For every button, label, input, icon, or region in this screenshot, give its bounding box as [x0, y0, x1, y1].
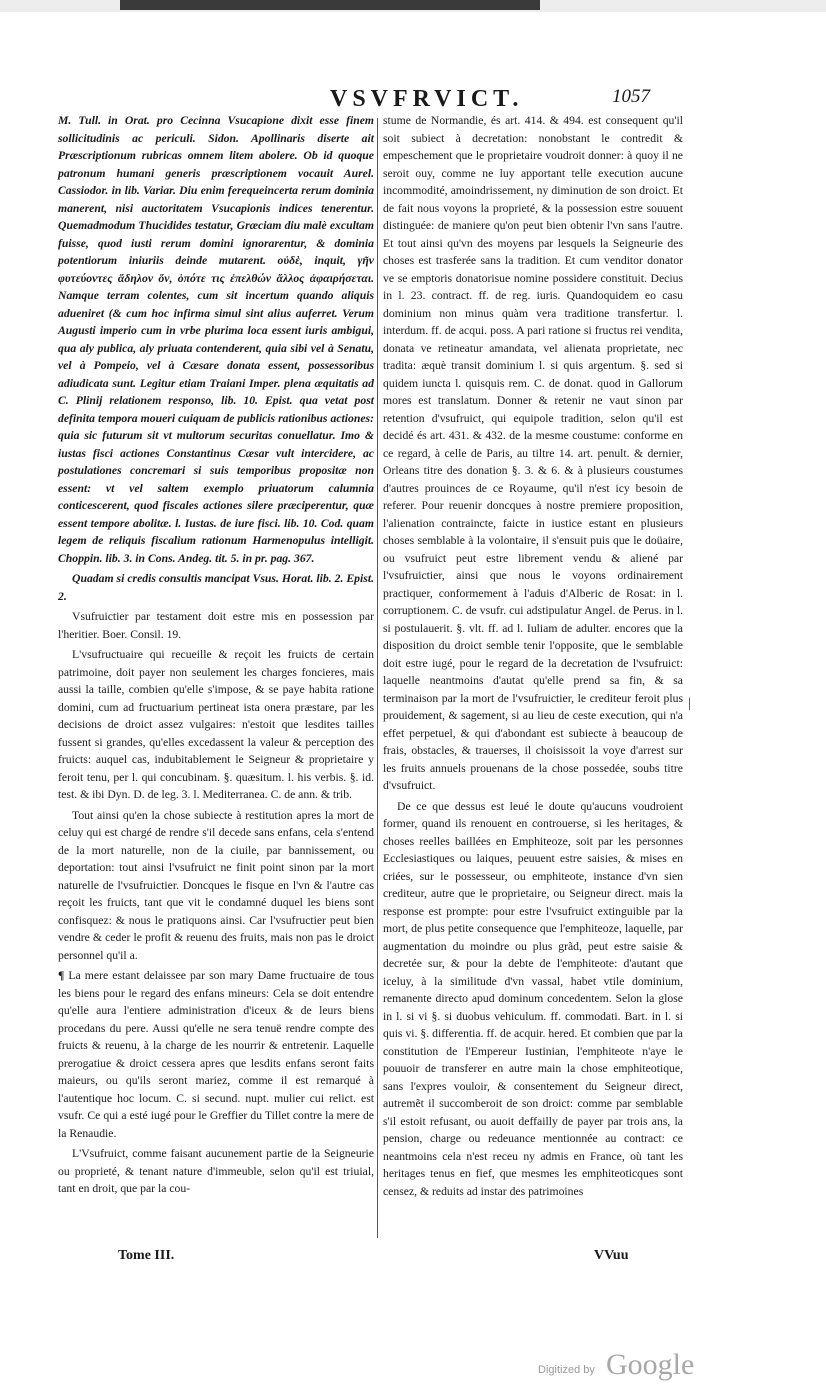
column-divider [377, 118, 378, 1238]
running-title: VSVFRVICT. [330, 86, 524, 112]
paragraph-decretation: stume de Normandie, és art. 414. & 494. est consequent qu'il soit subiect à decretation: nonobstant le contredit & empeschement que le proprietaire voudroit donner: à quoy il ne seroit ouy, comme ne luy apportant telle execution aucune incommodité, amoindrissement, ny diminution de son droict. Et de fait nous voyons la proprieté, & la possession estre souuent distinguée: de maniere qu'on peut bien obtenir l'vn sans l'autre. Et tout ainsi qu'vn des moyens par lesquels la Seigneurie des choses est trasferée sans la tradition. Et cum venditor donator ve se emptoris donatorisue nomine possidere constituit. Decius in l. 23. contract. ff. de reg. iuris. Quandoquidem eo casu dominium non minus quàm vera traditione transfertur. l. interdum. ff. de acqui. poss. A pari ratione si fructus rei vendita, donata ve retineatur amandata, vel alienata proprietate, nec tradita: æquè transit dominium l. si quis argentum. §. sed si quidem iuncta l. quisquis rem. C. de donat. quod in Gallorum mores est translatum. Donner & retenir ne vaut sinon par retention d'vsufruict, qui equipole tradition, selon qu'il est decidé és art. 431. & 432. de la mesme coustume: conforme en ce regard, à celle de Paris, au tiltre 14. art. penult. & dernier, Orleans titre des donation §. 3. & 6. & à plusieurs coustumes d'autres prouinces de ce Royaume, qu'il n'est icy besoin de referer. Pour reuenir doncques à nostre premiere proposition, l'alienation contrainctе, faicte in iustice estant en plusieurs choses semblable à la volontaire, il s'ensuit puis que le doüaire, ou vsufruict peut estre librement vendu & aliené par l'vsufruictier, ainsi que nous le voyons ordinairement practiquer, conformement à l'aduis d'Alberic de Rosat: in l. corruptionem. C. de vsufr. cui adstipulatur Angel. de Perus. in l. si postulauerit. §. vlt. ff. ad l. Iuliam de adulter. encores que la disposition du droict semble tenir l'opposite, que le semblable doit estre iugé, pour le regard de la decretation de l'vsufruict: laquelle neantmoins d'autat qu'elle prend sa fin, & sa terminaison par la mort de l'vsufruictier, le crediteur feroit plus prouidement, & sagement, si au lieu de ceste execution, qui n'a effet perpetuel, & qui d'abondant est subiecte à beaucoup de frais, obstacles, & trauerses, il choisissoit la voye d'arrest sur les fruits annuels prouenans de la chose possedée, soubs titre d'vsufruict. [383, 114, 683, 792]
paragraph-restitution: Tout ainsi qu'en la chose subiecte à restitution apres la mort de celuy qui est chargé de rendre s'il decede sans enfans, cela s'entend de la mort naturelle, non de la ciuile, par bannissement, ou deportation: tout ainsi l'vsufruict ne finit point sinon par la mort naturelle de l'vsufruictier. Doncques le fisque en l'vn & l'autre cas reçoit les fruicts, tant que vit le condamné duquel les biens sont confisquez: & nous le pratiquons ainsi. Car l'vsufructier peut bien vendre & ceder le profit & reuenu des fruits, mais non pas le droict personnel qu'il a. [58, 808, 374, 962]
margin-mark: | [688, 696, 691, 711]
watermark-prefix: Digitized by [538, 1364, 595, 1376]
pilcrow-mark: ¶ [58, 969, 65, 982]
right-column [383, 112, 683, 1200]
google-logo: Google [606, 1348, 695, 1381]
signature-mark: VVuu [594, 1248, 629, 1263]
running-head [0, 86, 826, 110]
paragraph-mere [58, 967, 374, 1142]
volume-label: Tome III. [118, 1248, 175, 1263]
horace-quotation: Quadam si credis consultis mancipat Vsus. Horat. lib. 2. Epist. 2. [58, 572, 374, 603]
paragraph-possession: Vsufruictier par testament doit estre mis en possession par l'heritier. Boer. Consil. 19. [58, 610, 374, 641]
left-column [58, 112, 374, 1198]
latin-quotation: M. Tull. in Orat. pro Cecinna Vsucapione dixit esse finem sollicitudinis ac periculi. Sidon. Apollinaris diserte ait Præscriptionum rubricas omnem litem abolere. Ob id quoque patronum humani generis præscriptionem vocauit Aurel. Cassiodor. in lib. Variar. Diu enim ferequeincerta rerum dominia manerent, nisi auctoritatem Vsucapionis indices tenerentur. Quemadmodum Thucidides testatur, Græciam diu malè excultam fuisse, quod iusti rerum domini ignorarentur, & dominia potentiorum iniuriis deinde mutarent. οὐδὲ, inquit, γῆν φυτεύοντες ἄδηλον ὄν, ὁπότε τις ἐπελθών ἄλλος ἀφαιρήσεται. Namque terram colentes, cum sit incertum quando aliquis adueniret (& cum hoc infirma simul sint alius auferret. Verum Augusti imperio cum in vrbe plurima loca essent iuris ambigui, qua aly publica, aly priuata contenderent, quia sibi vel à Senatu, vel à Pompeio, vel à Cæsare donata essent, possessoribus adiudicata sunt. Legitur etiam Traiani Imper. plena æquitatis ad C. Plinij relationem responso, lib. 10. Epist. qua vetat post definita tempora moueri cuiquam de publicis rationibus actiones: quia sic futurum sit vt multorum securitas conuellatur. Imo & iustas fisci actiones Constantinus Cæsar vult intercidere, ac postulationes concremari si suis temporibus propositæ non essent: vt vel saltem exemplo priuatorum calumnia conticescerent, quod fiscales actiones silere præciperentur, quæ essent tempore abolitæ. l. Iustas. de iure fisci. lib. 10. Cod. quam legem de reliquis fiscalium rationum Harmenopulus intelligit. Choppin. lib. 3. in Cons. Andeg. tit. 5. in pr. pag. 367. [58, 114, 374, 565]
paragraph-usufruit: L'Vsufruict, comme faisant aucunement partie de la Seigneurie ou proprieté, & tenant nature d'immeuble, selon qu'il est triuial, tant en droit, que par la cou- [58, 1147, 374, 1195]
paragraph-mere-text: La mere estant delaissee par son mary Dame fructuaire de tous les biens pour le regard des enfans mineurs: Cela se doit entendre qu'elle aura l'entiere administration d'iceux & de leurs biens procedans du pere. Aussi qu'elle ne sera tenuë rendre compte des fruicts & reuenu, à la charge de les nourrir & entretenir. Laquelle prerogatiue & droict cessera apres que lesdits enfans seront faits maieurs, ou qu'ils seront mariez, comme il est remarqué à l'autentique hoc locum. C. si secund. nupt. mulier cui relict. est vsufr. Ce qui a esté iugé pour le Greffier du Tillet contre la mere de la Renaudie. [58, 969, 374, 1140]
paragraph-charges: L'vsufructuaire qui recueille & reçoit les fruicts de certain patrimoine, doit payer non seulement les charges foncieres, mais aussi la taille, combien qu'elle s'impose, & se paye habita ratione domini, cum ad fructuarium pertineat ista onera præstare, par les decisions de droict assez vulgaires: n'estoit que lesdites tailles fussent si grandes, qu'elles excedassent la valeur & perception des fruicts: auquel cas, indubitablement le Seigneur & proprietaire y feroit tenu, per l. qui concubinam. §. quæsitum. l. his verbis. §. id. test. & ibi Dyn. D. de leg. 3. l. Mediterranea. C. de ann. & trib. [58, 648, 374, 801]
watermark [538, 1348, 798, 1388]
page-number: 1057 [612, 86, 650, 107]
scan-shadow [120, 0, 540, 10]
paragraph-emphiteoze: De ce que dessus est leué le doute qu'aucuns voudroient former, quand ils renouent en controuerse, si les heritages, & choses reelles baillées en Emphiteoze, soit par les personnes Ecclesiastiques ou laiques, peuuent estre saisies, & mises en criées, sur le possesseur, ou emphiteote, instance d'vn sien crediteur, autre que le proprietaire, ou Seigneur direct. mais la response est prompte: pour estre l'vsufruict extinguible par la mort, de plus petite consequence que l'emphiteoze, laquelle, par augmentation du moindre ou plus grãd, peut estre saisie & decretée sur, & pour la debte de l'emphiteote: d'autant que iceluy, à la similitude d'vn vassal, habet vtile dominium, remanente directo apud dominum concedentem. Selon la glose in l. si vi §. si duobus vehiculum. ff. commodati. Bart. in l. si quis vi. §. differentia. ff. de acquir. hered. Et combien que par la constitution de l'Empereur Iustinian, l'emphiteote n'aye le pouuoir de transferer en autre main la chose emphiteotique, sans l'expres vouloir, & consentement du Seigneur direct, autremẽt il succomberoit de son droict: comme par semblable s'il estoit refusant, ou auoit deffailly de payer par trois ans, la pension, charge ou redeuance mentionnée au contract: ce neantmoins cela n'est receu ny admis en France, où tant les heritages tenus en fief, que mesmes les emphiteoticques sont censez, & reduits ad instar des patrimoines [383, 799, 683, 1198]
